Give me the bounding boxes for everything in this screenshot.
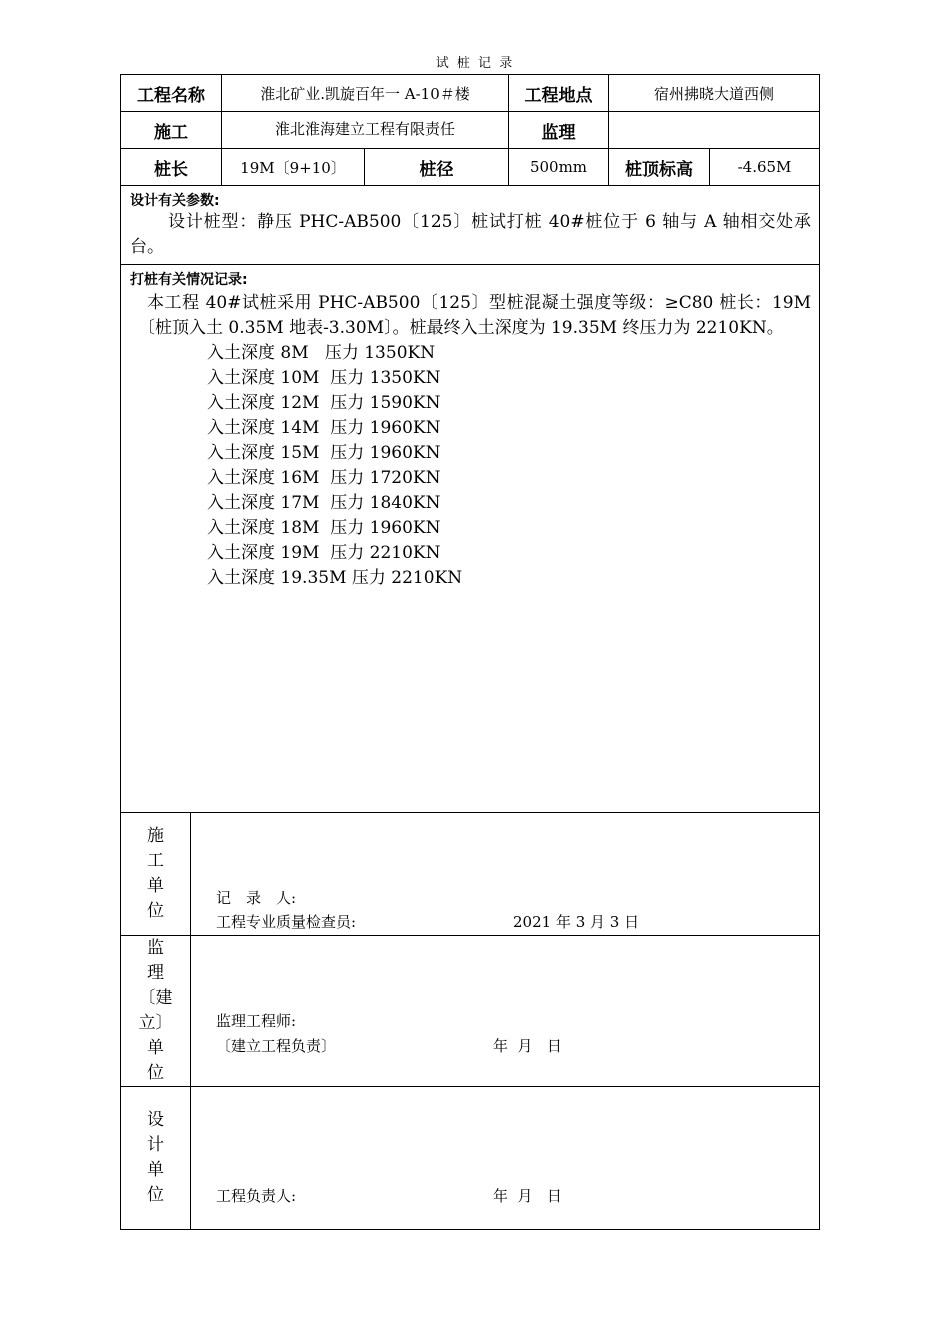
pile-top-label: 桩顶标高 <box>609 149 710 186</box>
record-list <box>121 341 819 591</box>
construction-unit-value: 淮北淮海建立工程有限责任 <box>222 112 509 149</box>
pile-diameter-label: 桩径 <box>365 149 509 186</box>
pile-length-value: 19M〔9+10〕 <box>222 149 365 186</box>
project-location-value: 宿州拂晓大道西侧 <box>609 75 820 112</box>
design-owner-label: 工程负责人: <box>216 1187 297 1205</box>
list-item: 入土深度 8M 压力 1350KN <box>207 343 436 363</box>
page-title: 试 桩 记 录 <box>435 56 515 71</box>
list-item: 入土深度 19M 压力 2210KN <box>207 543 441 563</box>
design-label: 设计有关参数: <box>130 193 220 209</box>
pile-diameter-value: 500mm <box>509 149 609 186</box>
recorder-label: 记 录 人: <box>216 889 297 907</box>
record-paragraph: 本工程 40#试桩采用 PHC-AB500〔125〕型桩混凝土强度等级：≥C80 桩长：19M〔桩顶入土 0.35M 地表-3.30M〕。桩最终入土深度为 19.35M 终压力为 2210KN。 <box>138 293 812 338</box>
construction-date: 2021 年 3 月 3 日 <box>513 913 640 931</box>
record-label: 打桩有关情况记录: <box>130 272 248 288</box>
supervision-owner-label: 〔建立工程负责〕 <box>216 1037 337 1055</box>
supervision-sign-area <box>191 936 820 1087</box>
list-item: 入土深度 10M 压力 1350KN <box>207 368 441 388</box>
design-text: 设计桩型：静压 PHC-AB500〔125〕桩试打桩 40#桩位于 6 轴与 A 轴相交处承台。 <box>130 212 812 257</box>
supervision-date: 年 月 日 <box>493 1037 562 1055</box>
supervision-unit-value <box>609 112 820 149</box>
pile-test-form <box>120 74 820 1230</box>
supervision-label: 监理 <box>509 112 609 149</box>
construction-unit-side-label: 施 工 单 位 <box>121 813 191 936</box>
list-item: 入土深度 19.35M 压力 2210KN <box>207 568 463 588</box>
design-date: 年 月 日 <box>493 1187 562 1205</box>
supervision-engineer-label: 监理工程师: <box>216 1012 297 1030</box>
design-section <box>121 186 820 265</box>
project-location-label: 工程地点 <box>509 75 609 112</box>
project-name-value: 淮北矿业.凯旋百年一 A-10＃楼 <box>222 75 509 112</box>
list-item: 入土深度 16M 压力 1720KN <box>207 468 441 488</box>
construction-sign-area <box>191 813 820 936</box>
project-name-label: 工程名称 <box>121 75 222 112</box>
design-unit-side-label: 设 计 单 位 <box>121 1087 191 1230</box>
list-item: 入土深度 18M 压力 1960KN <box>207 518 441 538</box>
quality-inspector-label: 工程专业质量检查员: <box>216 913 357 931</box>
list-item: 入土深度 17M 压力 1840KN <box>207 493 441 513</box>
design-sign-area <box>191 1087 820 1230</box>
construction-label: 施工 <box>121 112 222 149</box>
record-section <box>121 265 820 813</box>
list-item: 入土深度 14M 压力 1960KN <box>207 418 441 438</box>
pile-top-value: -4.65M <box>710 149 820 186</box>
list-item: 入土深度 12M 压力 1590KN <box>207 393 441 413</box>
pile-length-label: 桩长 <box>121 149 222 186</box>
list-item: 入土深度 15M 压力 1960KN <box>207 443 441 463</box>
supervision-unit-side-label: 监 理 〔建 立〕 单 位 <box>121 936 191 1087</box>
